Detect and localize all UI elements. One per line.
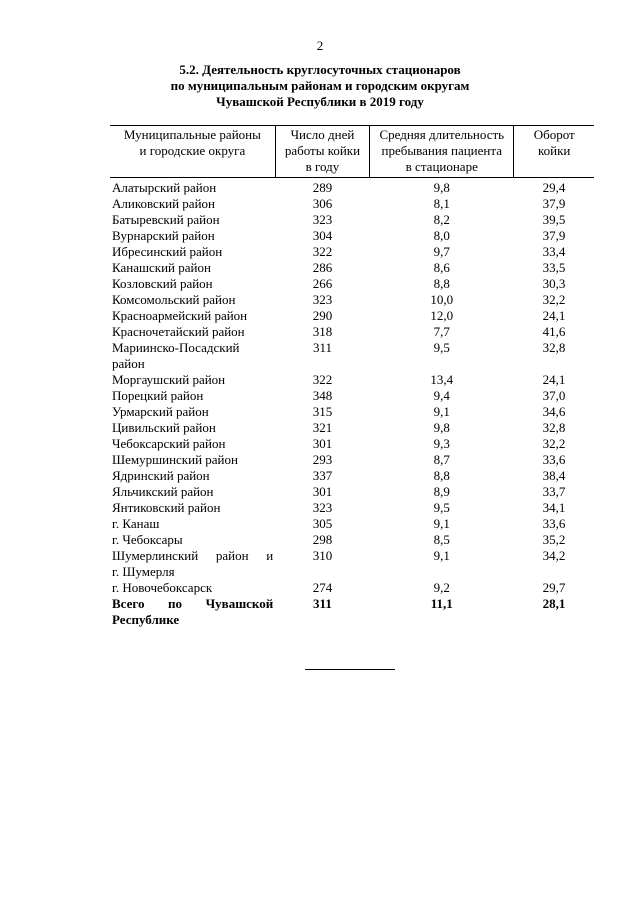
bed-days-value: 305 <box>312 516 333 531</box>
avg-stay-value: 9,2 <box>433 580 450 595</box>
bed-turnover-value: 32,8 <box>542 420 566 435</box>
bed-days-value: 289 <box>312 180 333 195</box>
municipality-name: Красночетайский район <box>112 324 245 339</box>
table-body <box>110 178 594 629</box>
table-row <box>110 436 594 452</box>
bed-days-value: 323 <box>312 212 333 227</box>
table-row <box>110 516 594 532</box>
table-row <box>110 244 594 260</box>
avg-stay-value: 9,5 <box>433 500 450 515</box>
bed-turnover-value: 35,2 <box>542 532 566 547</box>
header-avg-stay: Средняя длительность пребывания пациента в стационаре <box>370 126 514 178</box>
bed-turnover-value: 32,2 <box>542 436 566 451</box>
municipality-name: Алатырский район <box>112 180 217 195</box>
table-row <box>110 324 594 340</box>
table-row <box>110 452 594 468</box>
table-row <box>110 468 594 484</box>
bed-days-value: 323 <box>312 292 333 307</box>
bed-days-value: 290 <box>312 308 333 323</box>
table-row <box>110 420 594 436</box>
header-bed-days: Число дней работы койки в году <box>275 126 369 178</box>
bed-turnover-value: 37,0 <box>542 388 566 403</box>
bed-turnover-value: 37,9 <box>542 196 566 211</box>
avg-stay-value: 8,6 <box>433 260 450 275</box>
bed-days-value: 304 <box>312 228 333 243</box>
title-line-1: 5.2. Деятельность круглосуточных стационаров <box>179 62 461 77</box>
municipality-name: Вурнарский район <box>112 228 215 243</box>
municipality-name: г. Новочебоксарск <box>112 580 213 595</box>
table-row <box>110 212 594 228</box>
municipality-name: Комсомольский район <box>112 292 236 307</box>
municipality-name: Янтиковский район <box>112 500 221 515</box>
municipality-name: Всего по Чувашской Республике <box>112 596 274 627</box>
header-bed-turnover: Оборот койки <box>514 126 594 178</box>
municipality-name: Ядринский район <box>112 468 210 483</box>
bed-days-value: 311 <box>313 596 332 611</box>
bed-turnover-value: 32,8 <box>542 340 566 355</box>
bed-days-value: 293 <box>312 452 333 467</box>
municipality-name: Урмарский район <box>112 404 209 419</box>
municipality-name: Ибресинский район <box>112 244 223 259</box>
municipality-name: г. Чебоксары <box>112 532 183 547</box>
avg-stay-value: 8,1 <box>433 196 450 211</box>
bed-days-value: 301 <box>312 436 333 451</box>
table-row <box>110 196 594 212</box>
municipality-name: Красноармейский район <box>112 308 248 323</box>
avg-stay-value: 8,0 <box>433 228 450 243</box>
table-row <box>110 178 594 197</box>
bed-turnover-value: 28,1 <box>542 596 566 611</box>
bed-days-value: 298 <box>312 532 333 547</box>
municipality-name: г. Канаш <box>112 516 160 531</box>
municipality-name: Шемуршинский район <box>112 452 238 467</box>
bed-turnover-value: 33,5 <box>542 260 566 275</box>
table-row <box>110 548 594 580</box>
avg-stay-value: 9,1 <box>433 548 450 563</box>
avg-stay-value: 9,1 <box>433 404 450 419</box>
bed-turnover-value: 29,7 <box>542 580 566 595</box>
municipality-name: Яльчикский район <box>112 484 214 499</box>
bed-turnover-value: 32,2 <box>542 292 566 307</box>
bed-turnover-value: 41,6 <box>542 324 566 339</box>
page-number: 2 <box>316 38 324 53</box>
avg-stay-value: 8,5 <box>433 532 450 547</box>
avg-stay-value: 7,7 <box>433 324 450 339</box>
avg-stay-value: 8,8 <box>433 468 450 483</box>
table-row <box>110 260 594 276</box>
bed-days-value: 322 <box>312 244 333 259</box>
municipality-name: Мариинско-Посадский район <box>112 340 240 371</box>
bed-turnover-value: 39,5 <box>542 212 566 227</box>
document-title <box>0 62 640 110</box>
table-row <box>110 580 594 596</box>
bed-days-value: 315 <box>312 404 333 419</box>
bed-days-value: 310 <box>312 548 333 563</box>
footer-divider <box>305 669 395 670</box>
avg-stay-value: 13,4 <box>430 372 454 387</box>
header-municipality: Муниципальные районы и городские округа <box>110 126 275 178</box>
avg-stay-value: 9,1 <box>433 516 450 531</box>
avg-stay-value: 9,5 <box>433 340 450 355</box>
avg-stay-value: 9,8 <box>433 180 450 195</box>
bed-days-value: 274 <box>312 580 333 595</box>
municipality-name: Аликовский район <box>112 196 215 211</box>
bed-turnover-value: 33,4 <box>542 244 566 259</box>
avg-stay-value: 9,8 <box>433 420 450 435</box>
table-row <box>110 484 594 500</box>
bed-turnover-value: 34,6 <box>542 404 566 419</box>
table-row <box>110 276 594 292</box>
avg-stay-value: 9,3 <box>433 436 450 451</box>
bed-turnover-value: 37,9 <box>542 228 566 243</box>
bed-turnover-value: 33,6 <box>542 516 566 531</box>
municipality-name: Канашский район <box>112 260 211 275</box>
bed-turnover-value: 34,2 <box>542 548 566 563</box>
table-header-row <box>110 126 594 178</box>
avg-stay-value: 9,4 <box>433 388 450 403</box>
bed-turnover-value: 33,7 <box>542 484 566 499</box>
avg-stay-value: 11,1 <box>430 596 453 611</box>
bed-turnover-value: 38,4 <box>542 468 566 483</box>
table-row <box>110 404 594 420</box>
bed-days-value: 266 <box>312 276 333 291</box>
bed-turnover-value: 33,6 <box>542 452 566 467</box>
bed-days-value: 322 <box>312 372 333 387</box>
table-row <box>110 500 594 516</box>
table-row <box>110 308 594 324</box>
municipality-name: Козловский район <box>112 276 213 291</box>
hospital-activity-table <box>110 125 594 628</box>
bed-days-value: 301 <box>312 484 333 499</box>
table-row <box>110 292 594 308</box>
bed-turnover-value: 30,3 <box>542 276 566 291</box>
bed-days-value: 311 <box>312 340 332 355</box>
bed-days-value: 286 <box>312 260 333 275</box>
bed-turnover-value: 29,4 <box>542 180 566 195</box>
municipality-name: Моргаушский район <box>112 372 226 387</box>
table-row <box>110 388 594 404</box>
avg-stay-value: 8,9 <box>433 484 450 499</box>
bed-turnover-value: 34,1 <box>542 500 566 515</box>
municipality-name: Батыревский район <box>112 212 220 227</box>
title-line-3: Чувашской Республики в 2019 году <box>216 94 424 109</box>
bed-days-value: 337 <box>312 468 333 483</box>
bed-days-value: 306 <box>312 196 333 211</box>
avg-stay-value: 12,0 <box>430 308 454 323</box>
title-line-2: по муниципальным районам и городским округам <box>170 78 470 93</box>
table-total-row <box>110 596 594 628</box>
table-row <box>110 228 594 244</box>
bed-days-value: 321 <box>312 420 333 435</box>
table-row <box>110 372 594 388</box>
avg-stay-value: 10,0 <box>430 292 454 307</box>
bed-days-value: 348 <box>312 388 333 403</box>
avg-stay-value: 8,7 <box>433 452 450 467</box>
avg-stay-value: 8,8 <box>433 276 450 291</box>
municipality-name: Цивильский район <box>112 420 216 435</box>
avg-stay-value: 8,2 <box>433 212 450 227</box>
municipality-name: Шумерлинский район и г. Шумерля <box>112 548 274 579</box>
municipality-name: Чебоксарский район <box>112 436 226 451</box>
bed-turnover-value: 24,1 <box>542 308 566 323</box>
bed-turnover-value: 24,1 <box>542 372 566 387</box>
table-row <box>110 532 594 548</box>
table-row <box>110 340 594 372</box>
avg-stay-value: 9,7 <box>433 244 450 259</box>
bed-days-value: 318 <box>312 324 333 339</box>
bed-days-value: 323 <box>312 500 333 515</box>
municipality-name: Порецкий район <box>112 388 204 403</box>
